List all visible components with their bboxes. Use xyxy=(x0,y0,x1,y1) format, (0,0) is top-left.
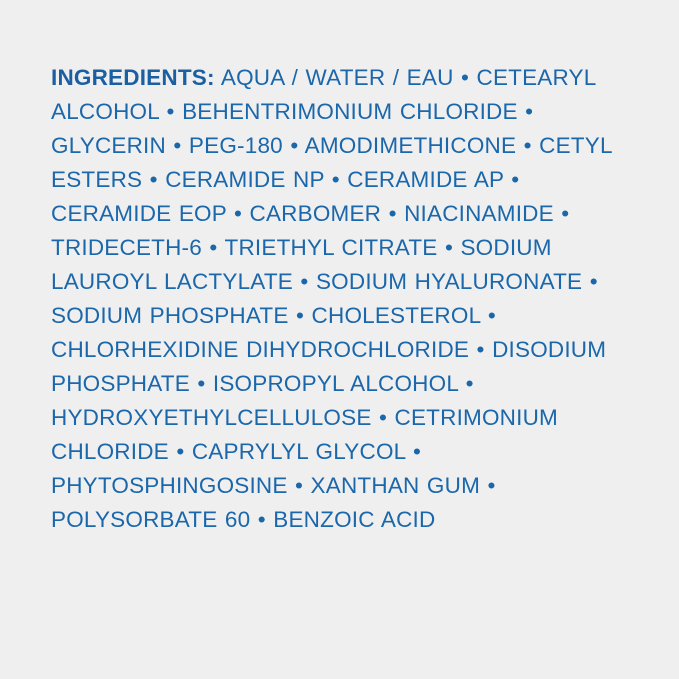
ingredients-list: AQUA / WATER / EAU • CETEARYL ALCOHOL • BEHENTRIMONIUM CHLORIDE • GLYCERIN • PEG-180 • AMODIMETHICONE • CETYL ESTERS • CERAMIDE NP • CERAMIDE AP • CERAMIDE EOP • CARBOMER • NIACINAMIDE • TRIDECETH-6 • TRIETHYL CITRATE • SODIUM LAUROYL LACTYLATE • SODIUM HYALURONATE • SODIUM PHOSPHATE • CHOLESTEROL • CHLORHEXIDINE DIHYDROCHLORIDE • DISODIUM PHOSPHATE • ISOPROPYL ALCOHOL • HYDROXYETHYLCELLULOSE • CETRIMONIUM CHLORIDE • CAPRYLYL GLYCOL • PHYTOSPHINGOSINE • XANTHAN GUM • POLYSORBATE 60 • BENZOIC ACID xyxy=(51,64,612,532)
ingredients-label: INGREDIENTS: xyxy=(51,64,215,90)
ingredients-paragraph xyxy=(51,61,629,537)
